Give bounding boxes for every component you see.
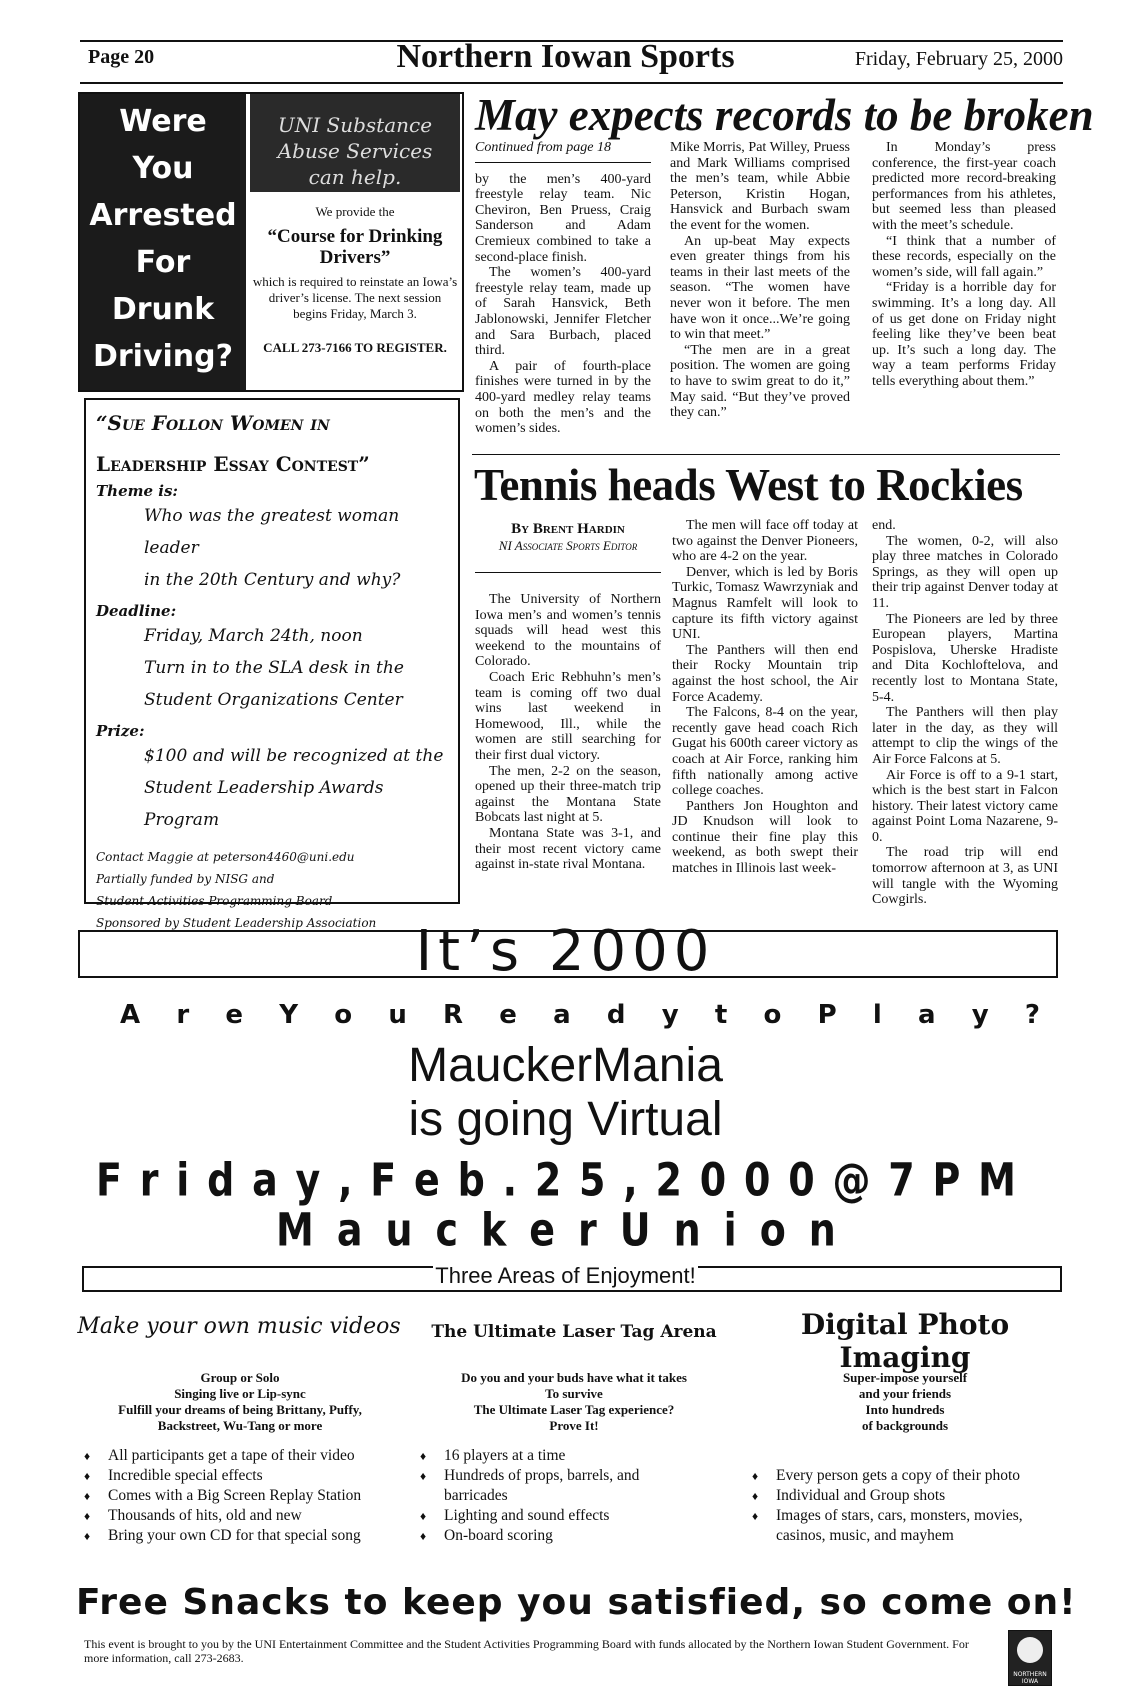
spaced-letter: M <box>276 1203 314 1257</box>
areas-heading <box>0 1263 1131 1289</box>
paragraph: In Monday’s press conference, the first-year coach predicted more record-breaking performances from his athletes, but seemed less than pleased with the meet’s schedule. <box>872 140 1056 233</box>
spaced-letter: a <box>917 1000 936 1030</box>
spaced-letter: n <box>808 1203 836 1257</box>
dui-ad-body <box>252 204 458 356</box>
spaced-letter: a <box>252 1153 278 1207</box>
bullet-item: ♦ Individual and Group shots <box>748 1486 1048 1506</box>
paragraph: by the men’s 400-yard freestyle relay team. Nic Cheviron, Ben Pruess, Craig Sanderson and Adam Cremieux combined to take a second-place finish. <box>475 171 651 265</box>
bullet-item: ♦ Every person gets a copy of their photo <box>748 1466 1048 1486</box>
desc-line: To survive <box>545 1386 603 1401</box>
bullet-item: ♦ Comes with a Big Screen Replay Station <box>80 1486 400 1506</box>
banner-line: can help. <box>308 165 402 189</box>
may-headline: May expects records to be broken <box>475 90 1094 140</box>
event-date-time <box>96 1154 1016 1207</box>
spaced-letter: d <box>606 1000 626 1030</box>
laser-bullets <box>416 1446 686 1546</box>
funding-note: Partially funded by NISG and <box>96 872 275 886</box>
spaced-letter: , <box>338 1153 353 1207</box>
continued-rule <box>475 162 651 163</box>
article-divider <box>472 454 1060 455</box>
dui-line: Arrested <box>89 198 237 233</box>
byline <box>475 521 661 553</box>
spaced-letter: c <box>435 1203 459 1257</box>
may-column-1 <box>475 140 651 437</box>
spaced-letter: d <box>207 1153 235 1207</box>
bullet-item: ♦ Thousands of hits, old and new <box>80 1506 400 1526</box>
desc-line: The Ultimate Laser Tag experience? <box>473 1402 675 1417</box>
theme-text: Who was the greatest woman leader <box>144 506 400 558</box>
spaced-letter: k <box>481 1203 507 1257</box>
tennis-column-1 <box>475 592 661 873</box>
spaced-letter: y <box>661 1000 679 1030</box>
ready-to-play <box>120 1000 1040 1030</box>
panther-logo <box>1008 1630 1052 1686</box>
dui-line: Driving? <box>92 339 234 374</box>
bullet-item: ♦ 16 players at a time <box>416 1446 686 1466</box>
spaced-letter: u <box>385 1203 413 1257</box>
spaced-letter: e <box>225 1000 243 1030</box>
spaced-letter: e <box>499 1000 517 1030</box>
spaced-letter: R <box>443 1000 464 1030</box>
music-bullets <box>80 1446 400 1546</box>
issue-date: Friday, February 25, 2000 <box>854 48 1063 70</box>
laser-tag-heading: The Ultimate Laser Tag Arena <box>431 1322 717 1342</box>
spaced-letter: P <box>932 1153 961 1207</box>
tennis-column-2 <box>672 518 858 877</box>
byline-name: By Brent Hardin <box>511 521 625 537</box>
bullet-item: ♦ Lighting and sound effects <box>416 1506 686 1526</box>
paragraph: The men, 2-2 on the season, opened up their three-match trip against the Montana State Bobcats last night at 5. <box>475 763 661 826</box>
desc-line: Backstreet, Wu-Tang or more <box>157 1418 323 1433</box>
spaced-letter: 2 <box>534 1153 562 1207</box>
prize-text: Student Leadership Awards Program <box>144 778 384 830</box>
dui-line: Were <box>119 104 207 139</box>
spaced-letter: y <box>295 1153 321 1207</box>
theme-text: in the 20th Century and why? <box>144 570 401 590</box>
paragraph: The men will face off today at two against the Denver Pioneers, who are 4-2 on the year. <box>672 518 858 565</box>
dui-provide: We provide the <box>315 204 395 219</box>
desc-line: Into hundreds <box>865 1402 945 1417</box>
dui-line: You <box>132 151 194 186</box>
spaced-letter: a <box>336 1203 363 1257</box>
essay-title: Leadership Essay Contest” <box>96 452 370 476</box>
substance-services-banner <box>250 94 460 192</box>
desc-line: Prove It! <box>549 1418 599 1433</box>
paragraph: Mike Morris, Pat Willey, Pruess and Mark Williams comprised the men’s team, while Abbie Peterson, Kristin Hogan, Hansvick and Burbach swam the event for the women. <box>670 140 850 233</box>
spaced-letter: . <box>502 1153 518 1207</box>
laser-desc <box>414 1370 734 1434</box>
prize-text: $100 and will be recognized at the <box>144 746 444 766</box>
paragraph: Panthers Jon Houghton and JD Knudson will look to continue their fine play this weekend, as both swept their matches in Illinois last week- <box>672 798 858 877</box>
bullet-item: ♦ Incredible special effects <box>80 1466 400 1486</box>
spaced-letter: , <box>623 1153 638 1207</box>
page-number: Page 20 <box>88 46 155 68</box>
desc-line: Singing live or Lip-sync <box>174 1386 306 1401</box>
bullet-item: ♦ Bring your own CD for that special song <box>80 1526 400 1546</box>
contact-email[interactable]: Contact Maggie at peterson4460@uni.edu <box>96 850 355 864</box>
deadline-label: Deadline: <box>96 602 177 620</box>
spaced-letter: r <box>139 1153 159 1207</box>
paragraph: The women’s 400-yard freestyle relay team, made up of Sarah Hansvick, Beth Jablonowski, Jennifer Fletcher and Sara Burbach, placed third. <box>475 265 651 359</box>
spaced-letter: b <box>457 1153 485 1207</box>
spaced-letter: i <box>723 1203 737 1257</box>
spaced-letter: n <box>673 1203 701 1257</box>
spaced-letter: u <box>388 1000 407 1030</box>
essay-title: “Sue Follon Women in <box>96 411 330 435</box>
tennis-column-3 <box>872 518 1058 908</box>
theme-label: Theme is: <box>96 482 178 500</box>
free-snacks-banner: Free Snacks to keep you satisfied, so come on! <box>76 1582 1077 1623</box>
dui-required: which is required to reinstate an Iowa’s driver’s license. The next session begins Friday, March 3. <box>252 274 458 321</box>
spaced-letter: i <box>176 1153 190 1207</box>
paragraph: Montana State was 3-1, and their most recent victory came against in-state rival Montana. <box>475 825 661 873</box>
paragraph: An up-beat May expects even greater things from his teams in their last meets of the season. “The women have never won it before. The men have won it once...We’re going to win that meet.” <box>670 233 850 343</box>
paragraph: The Panthers will then play later in the day, as they will attempt to clip the wings of the Air Force Falcons at 5. <box>872 705 1058 767</box>
spaced-letter: A <box>120 1000 141 1030</box>
spaced-letter: 5 <box>579 1153 606 1207</box>
spaced-letter: ? <box>1024 1000 1040 1030</box>
bullet-item: ♦ All participants get a tape of their video <box>80 1446 400 1466</box>
spaced-letter: 2 <box>655 1153 682 1207</box>
deadline-text: Turn in to the SLA desk in the <box>144 658 404 678</box>
byline-rule <box>475 572 661 573</box>
spaced-letter: t <box>714 1000 728 1030</box>
spaced-letter: 7 <box>888 1153 915 1207</box>
spaced-letter: Y <box>279 1000 299 1030</box>
dui-line: Drunk <box>111 292 215 327</box>
paragraph: Air Force is off to a 9-1 start, which is the best start in Falcon history. Their latest victory came against Point Loma Nazarene, 9-0. <box>872 767 1058 845</box>
byline-title: NI Associate Sports Editor <box>498 538 638 553</box>
bullet-item: ♦ On-board scoring <box>416 1526 686 1546</box>
event-location <box>276 1204 836 1257</box>
dui-ad-headline <box>80 94 246 390</box>
section-title: Northern Iowan Sports <box>396 38 735 75</box>
paragraph: The Pioneers are led by three European players, Martina Pospislova, Uherske Hradiste and Dita Kochloftelova, and recently lost to Montana State, 5-4. <box>872 611 1058 705</box>
spaced-letter: @ <box>832 1153 871 1207</box>
paragraph: The women, 0-2, will also play three matches in Colorado Springs, as they will open up their trip against Denver today at 11. <box>872 533 1058 611</box>
dui-call: CALL 273-7166 TO REGISTER. <box>263 340 447 355</box>
its-2000: It’s 2000 <box>415 919 716 984</box>
photo-bullets <box>748 1466 1048 1546</box>
spaced-letter: M <box>978 1153 1016 1207</box>
spaced-letter: r <box>176 1000 190 1030</box>
photo-desc <box>760 1370 1050 1434</box>
desc-line: and your friends <box>858 1386 952 1401</box>
desc-line: Super-impose yourself <box>842 1370 968 1385</box>
spaced-letter: r <box>578 1203 597 1257</box>
tennis-headline: Tennis heads West to Rockies <box>474 460 1023 510</box>
paragraph: “Friday is a horrible day for swimming. It’s a long day. All of us get done on Friday night feeling like they’ve been beat up. It’s such a long day. The way a team performs Friday tells everything about them.” <box>872 280 1056 389</box>
may-column-3 <box>872 140 1056 390</box>
areas-text: Three Areas of Enjoyment! <box>435 1263 696 1288</box>
banner-line: UNI Substance <box>277 113 433 137</box>
spaced-letter: 0 <box>743 1153 771 1207</box>
paragraph: “I think that a number of these records, especially on the women’s side, will fall again.” <box>872 233 1056 280</box>
spaced-letter: l <box>872 1000 882 1030</box>
logo-text: NORTHERN IOWA <box>1013 1671 1047 1685</box>
desc-line: Group or Solo <box>200 1370 280 1385</box>
paragraph: Denver, which is led by Boris Turkic, Tomasz Wawrzyniak and Magnus Ramfelt will look to capture its fifth victory against UNI. <box>672 564 858 643</box>
paragraph: Coach Eric Rebhuhn’s men’s team is coming off two dual wins last weekend in Homewood, Ill., while the women are still searching for their first dual victory. <box>475 669 661 763</box>
banner-line: Abuse Services <box>277 139 433 163</box>
continued-note: Continued from page 18 <box>475 140 611 155</box>
spaced-letter: e <box>529 1203 556 1257</box>
spaced-letter: o <box>763 1000 782 1030</box>
bullet-item: ♦ Hundreds of props, barrels, and barricades <box>416 1466 686 1506</box>
sponsor-footer: This event is brought to you by the UNI Entertainment Committee and the Student Activities Programming Board with funds allocated by the Northern Iowan Student Government. For more information, call 273-2683. <box>84 1637 969 1665</box>
paragraph: “The men are in a great position. The women are going to have to swim great to do it,” May said. “But they’ve proved they can.” <box>670 342 850 421</box>
paragraph: A pair of fourth-place finishes were turned in by the 400-yard medley relay teams on both the men’s and the women’s sides. <box>475 358 651 437</box>
paragraph: The Falcons, 8-4 on the year, recently gave head coach Rich Gugat his 600th career victory as coach at Air Force, ranking him fifth nationally among active college coaches. <box>672 705 858 799</box>
paragraph: The road trip will end tomorrow afternoon at 3, as UNI will tangle with the Wyoming Cowgirls. <box>872 845 1058 908</box>
desc-line: of backgrounds <box>861 1418 949 1433</box>
spaced-letter: o <box>759 1203 786 1257</box>
spaced-letter: 0 <box>788 1153 815 1207</box>
header-rule-bottom <box>80 82 1063 84</box>
spaced-letter: P <box>817 1000 837 1030</box>
deadline-text: Friday, March 24th, noon <box>144 626 363 646</box>
spaced-letter: F <box>370 1153 397 1207</box>
music-desc <box>80 1370 400 1434</box>
desc-line: Do you and your buds have what it takes <box>461 1370 687 1385</box>
spaced-letter: 0 <box>699 1153 727 1207</box>
dui-ad <box>78 92 464 392</box>
mauckermania-title: MauckerMania <box>408 1039 723 1092</box>
paragraph: end. <box>872 518 896 533</box>
prize-label: Prize: <box>96 722 145 740</box>
funding-note: Student Activities Programming Board <box>96 894 333 908</box>
spaced-letter: a <box>553 1000 571 1030</box>
spaced-letter: F <box>96 1153 122 1207</box>
bullet-item: ♦ Images of stars, cars, monsters, movies, casinos, music, and mayhem <box>748 1506 1048 1546</box>
music-videos-heading: Make your own music videos <box>77 1314 401 1339</box>
may-column-2 <box>670 140 850 421</box>
sponsor-note: Sponsored by Student Leadership Association <box>96 916 377 930</box>
deadline-text: Student Organizations Center <box>144 690 403 710</box>
paragraph: The Panthers will then end their Rocky Mountain trip against the host school, the Air Force Academy. <box>672 642 858 705</box>
dui-course-name: “Course for Drinking Drivers” <box>267 226 443 268</box>
spaced-letter: U <box>619 1203 651 1257</box>
dui-line: For <box>135 245 191 280</box>
panther-icon <box>1017 1637 1043 1663</box>
spaced-letter: y <box>971 1000 989 1030</box>
photo-imaging-heading: Digital Photo Imaging <box>800 1308 1010 1374</box>
essay-contest-ad <box>84 398 460 930</box>
paragraph: The University of Northern Iowa men’s and women’s tennis squads will head west this weekend to the mountains of Colorado. <box>475 592 661 670</box>
spaced-letter: e <box>414 1153 440 1207</box>
spaced-letter: o <box>334 1000 353 1030</box>
desc-line: Fulfill your dreams of being Brittany, Puffy, <box>118 1402 362 1417</box>
going-virtual: is going Virtual <box>408 1093 723 1146</box>
